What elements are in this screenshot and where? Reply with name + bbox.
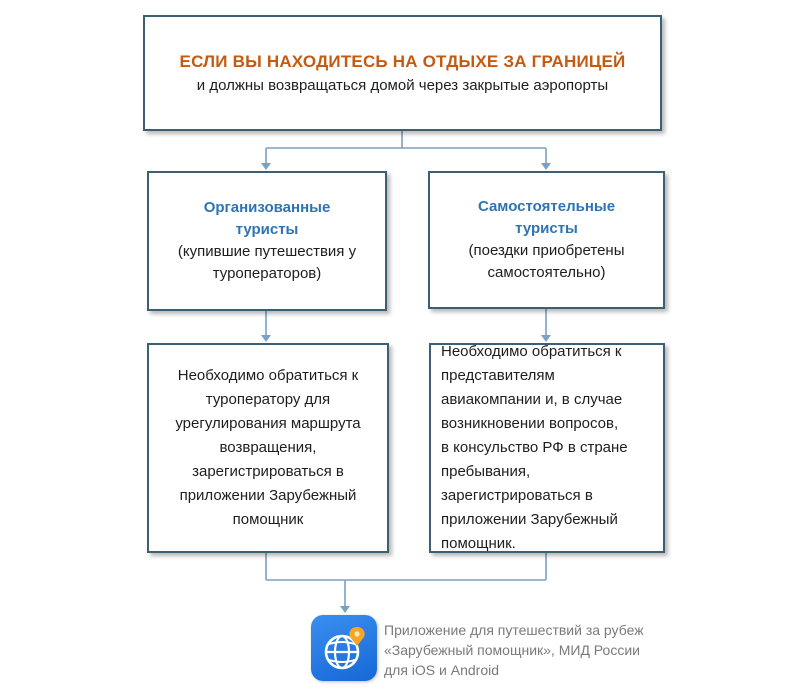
organized-tourists-box	[147, 171, 387, 311]
app-caption-line: Приложение для путешествий за рубеж	[384, 622, 644, 638]
independent-action-line: помощник.	[441, 535, 516, 552]
header-subtitle: и должны возвращаться домой через закрытые аэропорты	[196, 77, 609, 94]
independent-heading-line: Самостоятельные	[477, 198, 616, 215]
organized-heading-line: туристы	[235, 221, 299, 238]
independent-desc-line: (поездки приобретены	[468, 242, 625, 259]
organized-heading-line: Организованные	[203, 199, 331, 216]
independent-action-line: пребывания,	[441, 463, 531, 480]
organized-action-line: приложении Зарубежный	[179, 487, 357, 504]
app-caption-line: для iOS и Android	[384, 662, 500, 678]
organized-desc-line: туроператоров)	[212, 265, 322, 282]
app-caption-line: «Зарубежный помощник», МИД России	[384, 642, 640, 658]
organized-action-box	[147, 343, 389, 553]
header-box	[143, 15, 662, 131]
globe-pin-icon	[311, 615, 377, 681]
independent-action-box	[429, 343, 665, 553]
independent-action-line: авиакомпании и, в случае	[441, 391, 623, 408]
organized-action-line: возвращения,	[219, 439, 317, 456]
independent-heading-line: туристы	[515, 220, 578, 237]
app-globe-icon	[311, 615, 377, 681]
independent-desc-line: самостоятельно)	[487, 264, 606, 281]
organized-action-line: зарегистрироваться в	[192, 463, 344, 480]
independent-action-line: представителям	[441, 367, 555, 384]
independent-action-line: приложении Зарубежный	[441, 511, 618, 528]
independent-action-line: в консульство РФ в стране	[441, 439, 628, 456]
independent-action-line: зарегистрироваться в	[441, 487, 593, 504]
organized-action-line: урегулирования маршрута	[175, 415, 361, 432]
app-caption	[384, 620, 684, 680]
organized-action-line: туроператору для	[205, 391, 331, 408]
organized-action-line: Необходимо обратиться к	[177, 367, 359, 384]
organized-desc-line: (купившие путешествия у	[177, 243, 357, 260]
organized-action-line: помощник	[232, 511, 304, 528]
independent-action-line: Необходимо обратиться к	[441, 343, 622, 360]
independent-tourists-box	[428, 171, 665, 309]
header-title: ЕСЛИ ВЫ НАХОДИТЕСЬ НА ОТДЫХЕ ЗА ГРАНИЦЕЙ	[179, 52, 626, 71]
independent-action-line: возникновении вопросов,	[441, 415, 619, 432]
